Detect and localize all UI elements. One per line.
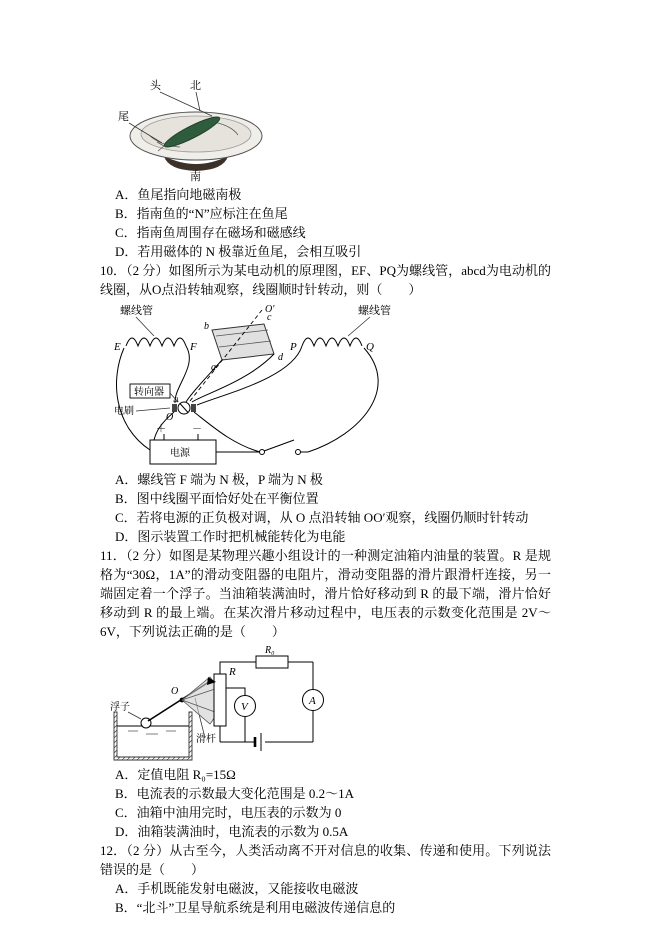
q10-option-b: B．图中线圈平面恰好处在平衡位置 <box>115 491 319 506</box>
battery-minus-label: － <box>192 424 202 435</box>
q9-option-a: A．鱼尾指向地磁南极 <box>115 187 242 202</box>
solenoid-right-leader <box>348 317 370 336</box>
corner-a-label: a <box>211 362 216 373</box>
rod-label: 滑杆 <box>196 734 216 745</box>
corner-c-label: c <box>267 312 272 323</box>
voltmeter-label: V <box>241 701 248 713</box>
switch-hinge <box>260 450 265 455</box>
q9-option-c: C．指南鱼周围存在磁场和磁感线 <box>115 225 306 240</box>
solenoid-right-coil <box>302 338 362 346</box>
fixed-resistor-R0 <box>256 656 288 668</box>
wiper-fan <box>182 677 218 724</box>
q11-options <box>100 765 551 841</box>
q9-options <box>100 185 551 261</box>
fish-north-label: 北 <box>190 80 201 92</box>
oil-gauge-figure <box>108 644 551 762</box>
q10-option-c: C．若将电源的正负极对调，从 O 点沿转轴 OO′观察，线圈仍顺时针转动 <box>115 510 529 525</box>
q10-option-d: D．图示装置工作时把机械能转化为电能 <box>115 529 346 544</box>
q9-option-b: B．指南鱼的“N”应标注在鱼尾 <box>115 206 288 221</box>
compass-fish-drawing <box>116 78 276 182</box>
fish-south-label: 南 <box>190 171 201 182</box>
q12-option-b: B．“北斗”卫星导航系统是利用电磁波传递信息的 <box>115 900 396 915</box>
axis-O-label: O <box>166 412 174 423</box>
q11-stem: 11．（2 分）如图是某物理兴趣小组设计的一种测定油箱内油量的装置。R 是规格为“30Ω，1A”的滑动变阻器的电阻片，滑动变阻器的滑片跟滑杆连接，另一端固定着一个浮子。当油箱装满油时，滑片恰好移动到 R 的最下端，滑片恰好移动到 R 的最上端。在某次滑片移动过程中，电压表的示数变化范围是 2V～6V，下列说法正确的是（ ） <box>100 548 551 639</box>
terminal-P-label: P <box>290 341 297 353</box>
float-leader <box>128 712 141 719</box>
q10-option-a: A．螺线管 F 端为 N 极，P 端为 N 极 <box>115 472 323 487</box>
brush-label: 电刷 <box>114 406 134 417</box>
wire-E-to-battery <box>117 348 150 450</box>
fish-head-label: 头 <box>150 80 161 92</box>
q11-option-b: B．电流表的示数最大变化范围是 0.2～1A <box>115 786 355 801</box>
fish-tail-label: 尾 <box>118 111 129 123</box>
wire-Q-to-switch <box>308 348 378 452</box>
q9-option-d: D．若用磁体的 N 极靠近鱼尾，会相互吸引 <box>115 244 362 259</box>
axis-O-prime-label: O′ <box>265 304 275 315</box>
rheostat-R <box>214 674 226 726</box>
oil-tank <box>114 712 192 760</box>
corner-b-label: b <box>204 321 209 332</box>
oil-marks <box>128 731 176 734</box>
q11-option-d: D．油箱装满油时，电流表的示数为 0.5A <box>115 824 349 839</box>
terminal-E-label: E <box>114 341 121 353</box>
switch-contact <box>296 450 301 455</box>
solenoid-left-label: 螺线管 <box>120 305 153 317</box>
brush-left <box>172 404 177 412</box>
float-label: 浮子 <box>110 702 130 713</box>
wire-top-left <box>220 662 256 674</box>
battery-label: 电源 <box>170 448 190 459</box>
q10-stem: 10．（2 分）如图所示为某电动机的原理图，EF、PQ为螺线管，abcd为电动机的线圈，从O点沿转轴观察，线圈顺时针转动，则（ ） <box>100 263 551 297</box>
pivot-O-label: O <box>171 686 179 697</box>
north-leader-line <box>196 92 200 111</box>
compass-fish-figure <box>116 78 551 182</box>
rheostat-label: R <box>229 666 236 678</box>
motor-diagram <box>112 302 412 467</box>
corner-d-label: d <box>278 352 283 363</box>
terminal-Q-label: Q <box>366 341 374 353</box>
q12-options <box>100 879 551 917</box>
voltmeter-lead-top <box>226 688 245 696</box>
terminal-F-label: F <box>190 341 197 353</box>
R0-label: R₀ <box>265 645 275 656</box>
q11-option-a: A．定值电阻 R₀=15Ω <box>115 767 236 782</box>
q12-option-a: A．手机既能发射电磁波，又能接收电磁波 <box>115 881 359 896</box>
wire-F-to-brush <box>175 346 189 403</box>
solenoid-right-label: 螺线管 <box>358 305 391 317</box>
solenoid-left-leader <box>136 317 154 336</box>
q10-options <box>100 470 551 546</box>
ammeter-label: A <box>309 695 316 707</box>
switch-lever <box>264 440 294 451</box>
solenoid-left-coil <box>126 338 186 346</box>
battery-plus-label: ＋ <box>156 424 166 435</box>
q12-stem: 12．（2 分）从古至今，人类活动离不开对信息的收集、传递和使用。下列说法错误的是（ ） <box>100 843 551 877</box>
brush-right <box>191 404 196 412</box>
brush-leader <box>136 408 170 411</box>
commutator-label: 转向器 <box>134 387 164 398</box>
coil-wire-d <box>192 354 274 402</box>
oil-gauge-circuit <box>108 644 338 762</box>
motor-principle-figure <box>112 302 551 467</box>
q11-option-c: C．油箱中油用完时，电压表的示数为 0 <box>115 805 342 820</box>
